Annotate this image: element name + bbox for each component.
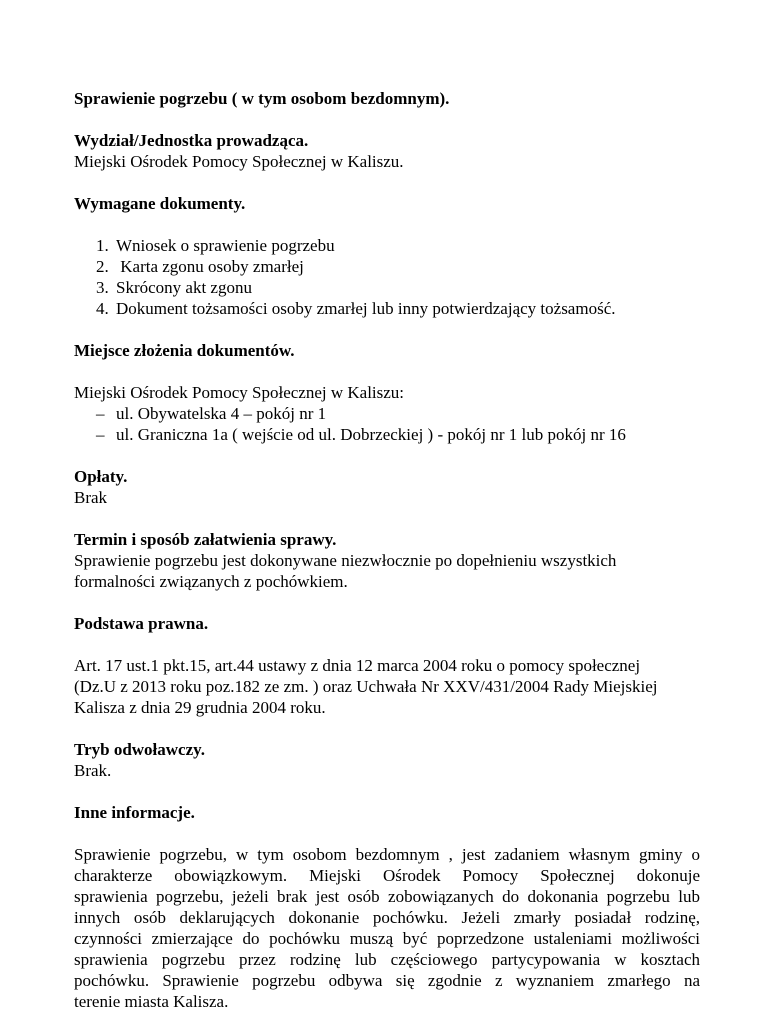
deadline-section: [74, 529, 700, 592]
place-heading: Miejsce złożenia dokumentów.: [74, 341, 295, 360]
list-item-text: Skrócony akt zgonu: [116, 278, 252, 297]
documents-section: [74, 193, 700, 319]
list-item-number: 3.: [96, 278, 109, 297]
appeal-section: [74, 739, 700, 781]
other-line: charakterze obowiązkowym. Miejski Ośrodek Pomocy Społecznej dokonuje: [74, 866, 700, 885]
legal-section: [74, 613, 700, 718]
deadline-heading: Termin i sposób załatwienia sprawy.: [74, 530, 337, 549]
list-item: [74, 235, 700, 256]
list-item: [74, 424, 700, 445]
list-item: [74, 277, 700, 298]
deadline-line: formalności związanych z pochówkiem.: [74, 572, 348, 591]
list-item-text: Dokument tożsamości osoby zmarłej lub inny potwierdzający tożsamość.: [116, 299, 616, 318]
documents-heading: Wymagane dokumenty.: [74, 194, 246, 213]
address-text: ul. Obywatelska 4 – pokój nr 1: [116, 404, 327, 423]
page-title: Sprawienie pogrzebu ( w tym osobom bezdomnym).: [74, 89, 450, 108]
list-item-text: Karta zgonu osoby zmarłej: [116, 257, 304, 276]
fees-section: [74, 466, 700, 508]
list-item: [74, 298, 700, 319]
other-line: sprawienia pogrzebu, jeżeli brak jest osób zobowiązanych do dokonania pogrzebu lub: [74, 887, 700, 906]
fees-value: Brak: [74, 488, 108, 507]
other-section: [74, 802, 700, 1012]
other-line: pochówku. Sprawienie pogrzebu odbywa się zgodnie z wyznaniem zmarłego na: [74, 971, 700, 990]
place-intro: Miejski Ośrodek Pomocy Społecznej w Kaliszu:: [74, 383, 405, 402]
place-section: [74, 340, 700, 445]
other-line: sprawienia pogrzebu przez rodzinę lub częściowego partycypowania w kosztach: [74, 950, 700, 969]
other-heading: Inne informacje.: [74, 803, 195, 822]
address-list: [74, 403, 700, 445]
address-text: ul. Graniczna 1a ( wejście od ul. Dobrzeckiej ) - pokój nr 1 lub pokój nr 16: [116, 425, 626, 444]
unit-section: [74, 130, 700, 172]
unit-value: Miejski Ośrodek Pomocy Społecznej w Kaliszu.: [74, 152, 404, 171]
list-item: [74, 403, 700, 424]
dash-bullet: –: [96, 425, 105, 444]
dash-bullet: –: [96, 404, 105, 423]
unit-heading: Wydział/Jednostka prowadząca.: [74, 131, 309, 150]
other-line: terenie miasta Kalisza.: [74, 992, 229, 1011]
other-line: innych osób deklarujących dokonanie pochówku. Jeżeli zmarły posiadał rodzinę,: [74, 908, 700, 927]
list-item-text: Wniosek o sprawienie pogrzebu: [116, 236, 335, 255]
list-item-number: 1.: [96, 236, 109, 255]
legal-line: (Dz.U z 2013 roku poz.182 ze zm. ) oraz Uchwała Nr XXV/431/2004 Rady Miejskiej: [74, 677, 658, 696]
other-line: czynności zmierzające do pochówku muszą być poprzedzone ustaleniami możliwości: [74, 929, 700, 948]
list-item: [74, 256, 700, 277]
appeal-value: Brak.: [74, 761, 112, 780]
fees-heading: Opłaty.: [74, 467, 128, 486]
title-section: [74, 88, 700, 109]
documents-list: [74, 235, 700, 319]
legal-heading: Podstawa prawna.: [74, 614, 209, 633]
legal-line: Art. 17 ust.1 pkt.15, art.44 ustawy z dnia 12 marca 2004 roku o pomocy społecznej: [74, 656, 641, 675]
document-page: [74, 88, 700, 1012]
list-item-number: 2.: [96, 257, 109, 276]
legal-line: Kalisza z dnia 29 grudnia 2004 roku.: [74, 698, 326, 717]
deadline-line: Sprawienie pogrzebu jest dokonywane niezwłocznie po dopełnieniu wszystkich: [74, 551, 617, 570]
appeal-heading: Tryb odwoławczy.: [74, 740, 205, 759]
other-line: Sprawienie pogrzebu, w tym osobom bezdomnym , jest zadaniem własnym gminy o: [74, 845, 700, 864]
list-item-number: 4.: [96, 299, 109, 318]
